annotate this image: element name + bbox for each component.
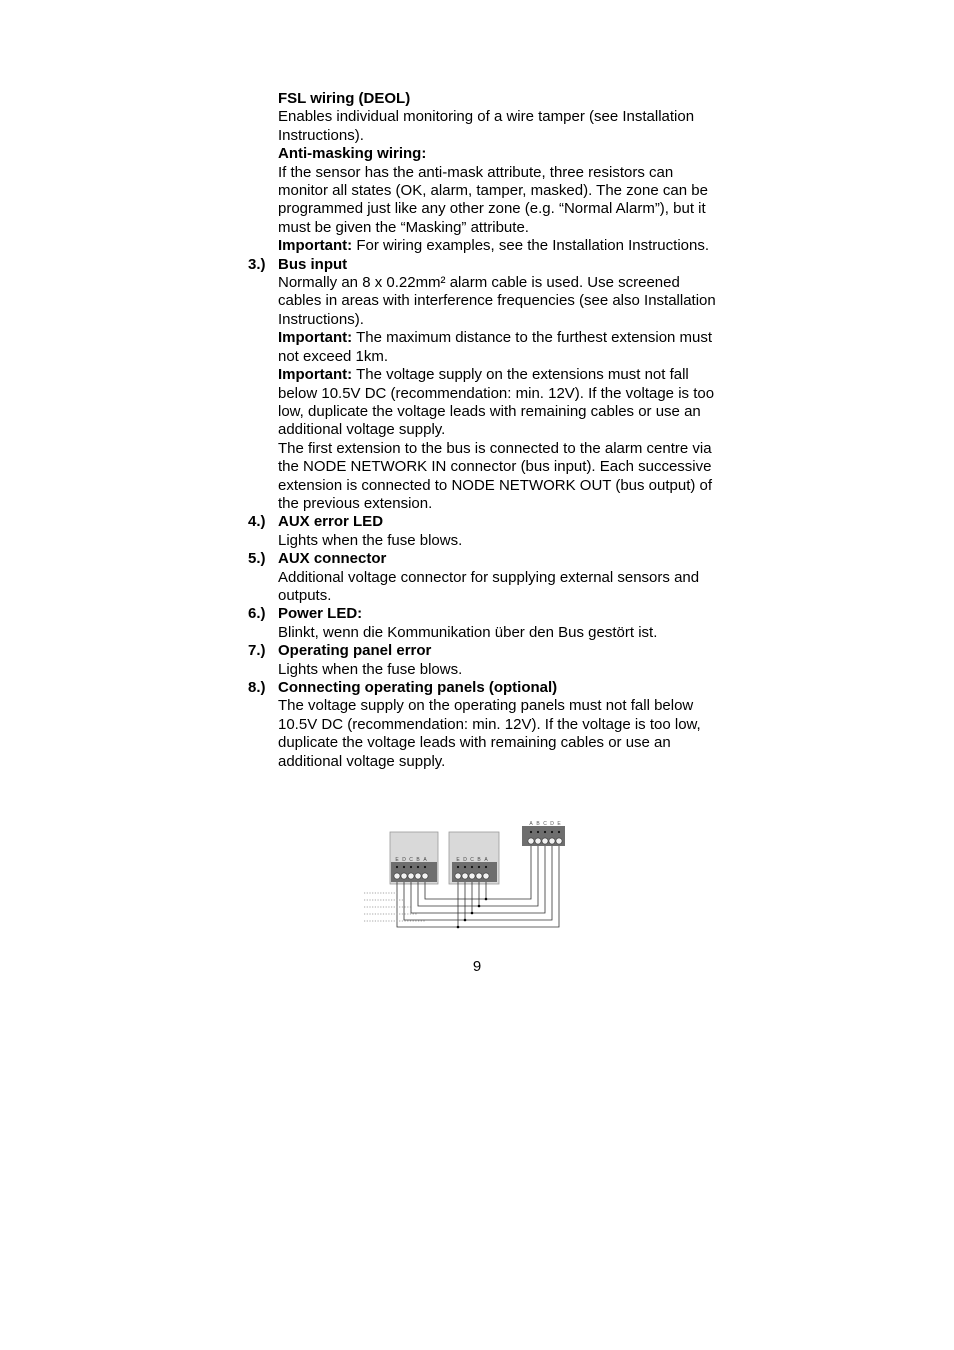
- item-paragraph: [278, 624, 718, 642]
- screw-terminal: [535, 838, 541, 844]
- bus-connector: [522, 821, 565, 846]
- item-title: Power LED:: [278, 605, 363, 623]
- item-number: 7.): [248, 642, 266, 660]
- terminal-label: C: [543, 821, 547, 827]
- terminal-label: B: [416, 857, 420, 863]
- screw-terminal: [415, 873, 421, 879]
- item-paragraph: [278, 274, 718, 329]
- terminal-label: E: [395, 857, 399, 863]
- numbered-list: [248, 256, 718, 771]
- screw-terminal: [401, 873, 407, 879]
- list-item: [248, 513, 718, 550]
- item-number: 3.): [248, 255, 266, 273]
- item-title: AUX error LED: [278, 513, 384, 531]
- item-title: Connecting operating panels (optional): [278, 679, 558, 696]
- operating-panel-2: [449, 832, 499, 884]
- terminal-label: E: [456, 857, 460, 863]
- terminal-label: A: [423, 857, 427, 863]
- paragraph-text: The voltage supply on the operating panels must not fall below 10.5V DC (recommendation: min. 12V). If the voltage is too low, duplicate the voltage leads with remaining cables or use an additional voltage supply.: [278, 697, 701, 770]
- list-item: [248, 605, 718, 642]
- item-title: Operating panel error: [278, 642, 432, 660]
- fsl-heading: FSL wiring (DEOL): [278, 90, 411, 107]
- important-label: Important:: [278, 237, 353, 255]
- screw-terminal: [455, 873, 461, 879]
- screw-terminal: [408, 873, 414, 879]
- screw-terminal: [556, 838, 562, 844]
- paragraph-text: Normally an 8 x 0.22mm² alarm cable is used. Use screened cables in areas with interference frequencies (see also Installation Instructions).: [278, 274, 716, 328]
- list-item: [248, 679, 718, 771]
- dotted-leads: [364, 893, 425, 921]
- important-label: Important:: [278, 329, 353, 347]
- item-paragraph: [278, 440, 718, 514]
- anti-masking-heading: Anti-masking wiring:: [278, 145, 427, 163]
- terminal-label: D: [402, 857, 406, 863]
- item-number: 5.): [248, 550, 266, 568]
- important-label: Important:: [278, 366, 353, 384]
- paragraph-text: The first extension to the bus is connected to the alarm centre via the NODE NETWORK IN connector (bus input). Each successive extension is connected to NODE NETWORK OUT (bus output) of the previous extension.: [278, 439, 713, 512]
- item-number: 4.): [248, 513, 266, 531]
- item-number: 8.): [248, 679, 266, 696]
- item-paragraph: [278, 532, 718, 550]
- paragraph-text: Additional voltage connector for supplying external sensors and outputs.: [278, 568, 700, 604]
- wiring-diagram: [360, 818, 575, 936]
- item-paragraph: [278, 569, 718, 606]
- item-paragraph: [278, 366, 718, 440]
- list-item: [248, 256, 718, 514]
- screw-terminal: [394, 873, 400, 879]
- list-item: [248, 550, 718, 605]
- paragraph-text: Lights when the fuse blows.: [278, 531, 463, 549]
- anti-masking-text: If the sensor has the anti-mask attribute, three resistors can monitor all states (OK, alarm, tamper, masked). The zone can be programmed just like any other zone (e.g. “Normal Alarm”), but it must be given the “Masking” attribute.: [278, 163, 708, 236]
- screw-terminal: [422, 873, 428, 879]
- terminal-label: E: [557, 821, 561, 827]
- terminal-label: A: [484, 857, 488, 863]
- terminal-label: D: [550, 821, 554, 827]
- screw-terminal: [483, 873, 489, 879]
- page-content: [248, 90, 718, 771]
- page-number: 9: [472, 958, 482, 975]
- paragraph-text: Blinkt, wenn die Kommunikation über den Bus gestört ist.: [278, 623, 658, 641]
- terminal-label: A: [529, 821, 533, 827]
- terminal-label: D: [463, 857, 467, 863]
- paragraph-text: The voltage supply on the extensions must not fall below 10.5V DC (recommendation: min. 12V). If the voltage is too low, duplicate the voltage leads with remaining cables or use an additional voltage supply.: [278, 366, 715, 439]
- fsl-text: Enables individual monitoring of a wire tamper (see Installation Instructions).: [278, 108, 695, 144]
- screw-terminal: [462, 873, 468, 879]
- screw-terminal: [528, 838, 534, 844]
- terminal-label: B: [536, 821, 540, 827]
- item-paragraph: [278, 661, 718, 679]
- list-item: [248, 642, 718, 679]
- screw-terminal: [476, 873, 482, 879]
- item-paragraph: [278, 329, 718, 366]
- item-number: 6.): [248, 605, 266, 623]
- important-text: For wiring examples, see the Installation Instructions.: [352, 237, 710, 255]
- item-paragraph: [278, 697, 718, 771]
- anti-masking-important: [248, 237, 718, 255]
- item-title: AUX connector: [278, 550, 387, 568]
- terminal-label: C: [409, 857, 413, 863]
- screw-terminal: [542, 838, 548, 844]
- paragraph-text: Lights when the fuse blows.: [278, 660, 463, 678]
- terminal-label: B: [477, 857, 481, 863]
- screw-terminal: [549, 838, 555, 844]
- item-title: Bus input: [278, 255, 348, 273]
- screw-terminal: [469, 873, 475, 879]
- operating-panel-1: [390, 832, 438, 884]
- paragraph-text: The maximum distance to the furthest extension must not exceed 1km.: [278, 329, 713, 365]
- terminal-label: C: [470, 857, 474, 863]
